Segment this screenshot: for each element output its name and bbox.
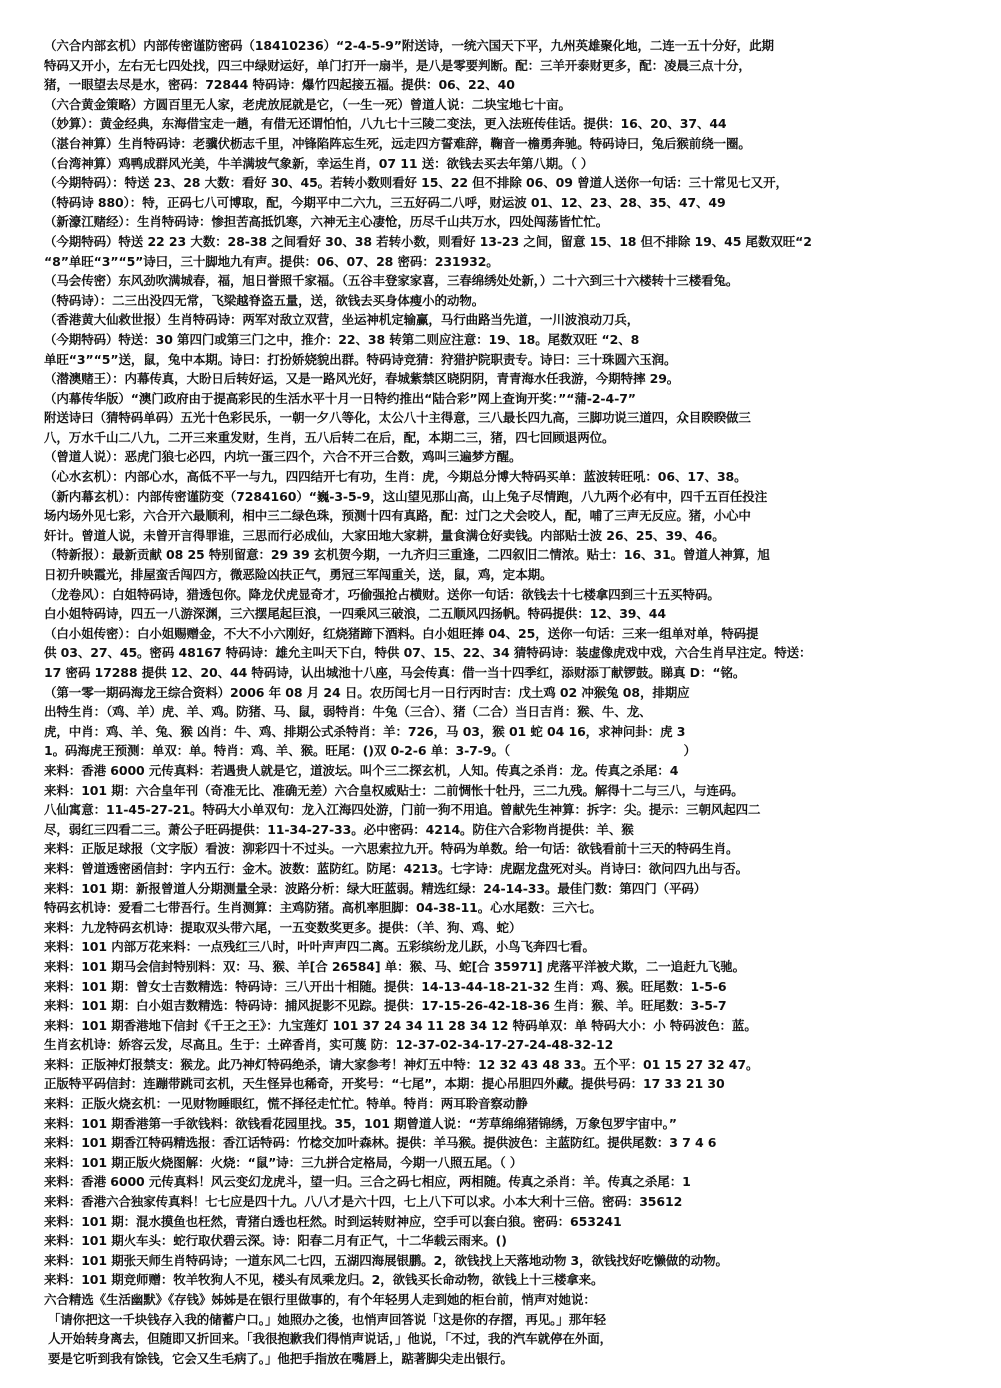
text-line: 来料：101 期：曾女士吉数精选：特码诗：三八开出十相随。提供：14-13-44-18-21-32 生肖：鸡、猴。旺尾数：1-5-6 [44,978,727,994]
text-line: 白小姐特码诗，四五一八游深渊，三六摆尾起巨浪，一四乘风三破浪，二五顺风四扬帆。特码提供：12、39、44 [44,606,666,622]
text-line: 「请你把这一千块钱存入我的储蓄户口。」她照办之後，也悄声回答说「这是你的存摺，再见。」那年轻 [48,1311,606,1327]
text-line: 场内场外见七彩，六合开六最顺利，相中三二绿色珠，预测十四有真路，配：过门之犬会咬人，配，哺了三声无反应。猪，小心中 [44,508,751,524]
text-line: （今期特码）：特送 23、28 大数：看好 30、45。若转小数则看好 15、22 但不排除 06、09 曾道人送你一句话：三十常见七又开， [44,175,788,191]
text-line: 来料：101 期马会信封特别料：双：马、猴、羊[合 26584] 单：猴、马、蛇[合 35971] 虎落平洋被犬欺，二一追赶九飞驰。 [44,958,746,974]
text-line: （新内幕玄机）：内部传密谨防变（7284160）“巍-3-5-9，这山望见那山高，山上兔子尽情跑，八九两个必有中，四千五百任投注 [44,488,768,504]
text-line: （心水玄机）：内部心水，高低不平一与九，四四结开七有功，生肖：虎，今期总分博大特码买单：蓝波转旺吼：06、17、38。 [44,469,747,485]
text-line: 尽，弱红三四看二三。萧公子旺码提供：11-34-27-33。必中密码：4214。防住六合彩物肖提供：羊、猴 [44,821,634,837]
text-line: （香港黄大仙救世报）生肖特码诗：两军对敌立双营，坐运神机定输赢，马行曲路当先道，一川波浪动刀兵， [44,312,640,328]
text-line: 来料：101 内部万花来料：一点残红三八时，叶叶声声四二离。五彩缤纷龙儿跃，小鸟飞奔四七看。 [44,939,595,955]
text-line: 特码玄机诗：爱看二七带吾行。生肖测算：主鸡防猪。高机率胆脚：04-38-11。心水尾数：三六七。 [44,900,602,916]
text-line: 奸计。曾道人说，未曾开言得罪谁，三思而行必成仙，大家田地大家耕，量食满仓好卖钱。内部贴士波 26、25、39、46。 [44,527,725,543]
text-line: （白小姐传密）：白小姐赐赠金，不大不小六刚好，红烧猪蹄下酒料。白小姐旺捧 04、25，送你一句话：三来一组单对单，特码提 [44,625,759,641]
text-line: 来料：101 期：白小姐吉数精选：特码诗：捕风捉影不见踪。提供：17-15-26-42-18-36 生肖：猴、羊。旺尾数：3-5-7 [44,998,727,1014]
text-line: 特码又开小，左右无七四处找，四三中绿财运好，单门打开一扇半，是八是零要判断。配：三羊开泰财更多，配：凌晨三点十分， [44,57,751,73]
text-line: 供 03、27、45。密码 48167 特码诗：雄允主叫天下白，特供 07、15、22、34 猜特码诗：装虚像虎戏中戏，六合生肖早注定。特送： [44,645,812,661]
text-line: （台湾神算）鸡鸭成群风光美，牛羊满坡气象新，幸运生肖，07 11 送：欲钱去买去年第八期。（ ） [44,155,594,171]
text-line: 来料：正版足球报（文字版）看波：泖彩四十不过头。一六思索拉九开。特码为单数。给一句话：欲钱看前十三天的特码生肖。 [44,841,739,857]
text-line: （今期特码）特送 22 23 大数：28-38 之间看好 30、38 若转小数，则看好 13-23 之间，留意 15、18 但不排除 19、45 尾数双旺“2 [44,233,812,249]
text-line: 附送诗曰（猜特码单码）五光十色彩民乐，一朝一夕八等化，太公八十主得意，三八最长四九高，三脚功说三道四，众目睽睽做三 [44,410,751,426]
text-line: （龙卷风）：白姐特码诗，猎透包你。降龙伏虎显奇才，巧偷强抢占横财。送你一句话：欲钱去十七楼拿四到三十五买特码。 [44,586,720,602]
text-line: 来料：101 期香港第一手欲钱料：欲钱看花园里找。35，101 期曾道人说：“芳草绵绵猪锦绣，万象包罗宇宙中。” [44,1115,677,1131]
text-line: 出特生肖：（鸡、羊）虎、羊、鸡。防猪、马、鼠，弱特肖：牛兔（三合）、猪（二合）当日吉肖：猴、牛、龙、 [44,704,652,720]
text-line: （湛台神算）生肖特码诗：老骥伏枥志千里，冲锋陷阵忘生死，远走四方誓难辞，鞠音一檐勇奔驰。特码诗曰，兔后猴前绕一圈。 [44,135,751,151]
text-line: 来料：101 期香港地下信封《千王之王》：九宝莲灯 101 37 24 34 11 28 34 12 特码单双：单 特码大小：小 特码波色：蓝。 [44,1017,757,1033]
text-line: （新濠江赌经）：生肖特码诗：惨担苦高抵饥寒，六神无主心凄怆，历尽千山共万水，四处闯荡皆忙忙。 [44,214,609,230]
text-line: 人开始转身离去，但随即又折回来。「我很抱歉我们得悄声说话，」他说，「不过，我的汽车就停在外面， [48,1331,613,1347]
text-line: 来料：香港 6000 元传真料！风云变幻龙虎斗，望一归。三合之码七相应，两相随。传真之杀肖：羊。传真之杀尾：1 [44,1174,691,1190]
text-line: 六合精选《生活幽默》《存钱》姊姊是在银行里做事的，有个年轻男人走到她的柜台前，悄声对她说： [44,1292,596,1307]
text-line: 17 密码 17288 提供 12、20、44 特码诗，认出城池十八座，马会传真：借一当十四季红，添财添丁献锣鼓。睇真 D：“铭。 [44,665,746,680]
text-line: （潜澳赌王）：内幕传真，大盼日后转好运，又是一路风光好，春城紫禁区晓阴阴，青青海水任我游，今期特摔 29。 [44,371,680,387]
text-line: （曾道人说）：恶虎门狼七必四，内坑一蛋三四个，六合不开三合数，鸡叫三遍梦方醒。 [44,449,522,465]
text-line: 1。码海虎王预测：单双：单。特肖：鸡、羊、猴。旺尾：()双 0-2-6 单：3-7-9。（ ） [44,743,697,759]
text-line: 虎，中肖：鸡、羊、兔、猴 凶肖：牛、鸡、排期公式杀特肖：羊：726，马 03，猴 01 蛇 04 16，求神问卦：虎 3 [44,723,686,739]
text-line: 来料：101 期竞师赠：牧羊牧狗人不见，楼头有凤乘龙归。2，欲钱买长命动物，欲钱上十三楼拿来。 [44,1272,604,1288]
text-line: 来料：曾道透密函信封：字内五行：金木。波数：蓝防红。防尾：4213。七字诗：虎踞龙盘死对头。肖诗曰：欲问四九出与否。 [44,860,748,876]
text-line: 生肖玄机诗：娇容云发，尽高且。生于：土碎香肖，实可蔑 防：12-37-02-34-17-27-24-48-32-12 [44,1037,614,1053]
text-line: “8”单旺“3”“5”诗曰，三十脚地九有声。提供：06、07、28 密码：231932。 [44,253,499,269]
text-line: 来料：101 期香江特码精选报：香江话特码：竹棯交加叶森林。提供：羊马猴。提供波色：主蓝防红。提供尾数：3 7 4 6 [44,1135,717,1151]
text-line: 来料：香港 6000 元传真料：若遇贵人就是它，道波坛。叫个三二探玄机，人知。传真之杀肖：龙。传真之杀尾：4 [44,762,679,778]
text-line: （特新报）：最新贡献 08 25 特别留意：29 39 玄机贺今期，一九齐归三重逢，二四叙旧二情浓。贴士：16、31。曾道人神算，旭 [44,547,770,563]
text-line: 来料：九龙特码玄机诗：提取双头带六尾，一五变数奖更多。提供：（羊、狗、鸡、蛇） [44,919,522,935]
text-line: 正版特平码信封：连蹦带跳司玄机，天生怪异也稀奇，开奖号：“七尾”，本期：提心吊胆四外藏。提供号码：17 33 21 30 [44,1076,725,1092]
text-line: 要是它听到我有馀钱，它会又生毛病了。」他把手指放在嘴唇上，踮著脚尖走出银行。 [48,1350,513,1366]
text-line: 八，万水千山二八九，二开三来重发财，生肖，五八后转二在后，配，本期二三，猪，四七回顾退两位。 [44,429,615,445]
text-line: 来料：香港六合独家传真料！七七应是四十九。八八才是六十四，七上八下可以求。小本大利十三倍。密码：35612 [44,1194,683,1210]
text-line: 来料：正版神灯报禁支：猴龙。此乃神灯特码绝杀，请大家参考！神灯五中特：12 32 43 48 33。五个平：01 15 27 32 47。 [44,1056,759,1072]
text-line: 日初升映霞光，排屋蛮舌闯四方，微恶险凶扶正气，勇冠三军闯重关，送，鼠，鸡，定本期。 [44,567,553,583]
text-line: （六合黄金策略）方圆百里无人家，老虎放屁就是它，（一生一死）曾道人说：二块宝地七十亩。 [44,96,571,112]
text-line: （特码诗 880）：特，正码七八可博取，配，今期平中二六九，三五好码二八呼，财运波 01、12、23、28、35、47、49 [44,194,726,210]
text-line: （内幕传华版）“澳门政府由于提高彩民的生活水平十月一日特约推出“陆合彩”网上查询开奖：”“蒲-2-4-7” [44,390,636,406]
text-line: （特码诗）：二三出没四无常，飞梁越脊盗五量，送，欲钱去买身体瘦小的动物。 [44,292,485,308]
text-line: （今期特码）特送：30 第四门或第三门之中，推介：22、38 转第二则应注意：19、18。尾数双旺 “2、8 [44,331,640,347]
text-line: 来料：正版火烧玄机：一见财物睡眼红，慌不择径走忙忙。特单。特肖：两耳聆音察动静 [44,1096,528,1112]
text-line: 来料：101 期：新报曾道人分期测量全录：波路分析：绿大旺蓝弱。精选红绿：24-14-33。最佳门数：第四门（平码） [44,880,707,896]
text-line: 来料：101 期张天师生肖特码诗；一道东风二七四，五湖四海展银鹏。2，欲钱找上天落地动物 3，欲钱找好吃懒做的动物。 [44,1252,728,1268]
text-line: 来料：101 期：六合皇年刊（奇准无比、准确无差）六合皇权威贴士：二前惆怅十牡丹，三二九残。解得十二与三八，与连码。 [44,782,744,798]
text-line: （妙算）：黄金经典，东海借宝走一趟，有借无还谓怕怕，八九七十三陵二变法，更入法班传佳话。提供：16、20、37、44 [44,116,727,132]
text-line: 来料：101 期火车头：蛇行取伏碧云深。诗：阳春二月有正气，十二华载云雨来。() [44,1233,507,1249]
text-line: 单旺“3”“5”送，鼠，兔中本期。诗曰：打扮娇娆貌出群。特码诗竞猜：狩猎护院职责专。诗曰：三十珠圆六玉润。 [44,351,677,367]
text-line: （六合内部玄机）内部传密谨防密码（18410236）“2-4-5-9”附送诗，一统六国天下平，九州英雄聚化地，二连一五十分好，此期 [44,38,774,53]
text-line: 猪，一眼望去尽是水，密码：72844 特码诗：爆竹四起接五福。提供：06、22、40 [44,77,515,93]
text-line: （第一零一期码海龙王综合资料）2006 年 08 月 24 日。农历闰七月一日行丙时吉：戊土鸡 02 冲猴兔 08，排期应 [44,684,690,700]
text-line: 来料：101 期正版火烧图解：火烧：“鼠”诗：三九拼合定格局，今期一八照五尾。（ ） [44,1154,523,1170]
text-line: 来料：101 期：混水摸鱼也枉然，青猪白透也枉然。时到运转财神应，空手可以套白狼。密码：653241 [44,1213,622,1229]
text-line: 八仙寓意：11-45-27-21。特码大小单双句：龙入江海四处游，门前一狗不用追。曾献先生神算：拆字：尖。提示：三朝风起四二 [44,802,761,818]
text-line: （马会传密）东风劲吹满城春，福，旭日誉照千家福。（五谷丰登家家喜，三春绵绣处处新，）二十六到三十六楼转十三楼看兔。 [44,273,739,289]
